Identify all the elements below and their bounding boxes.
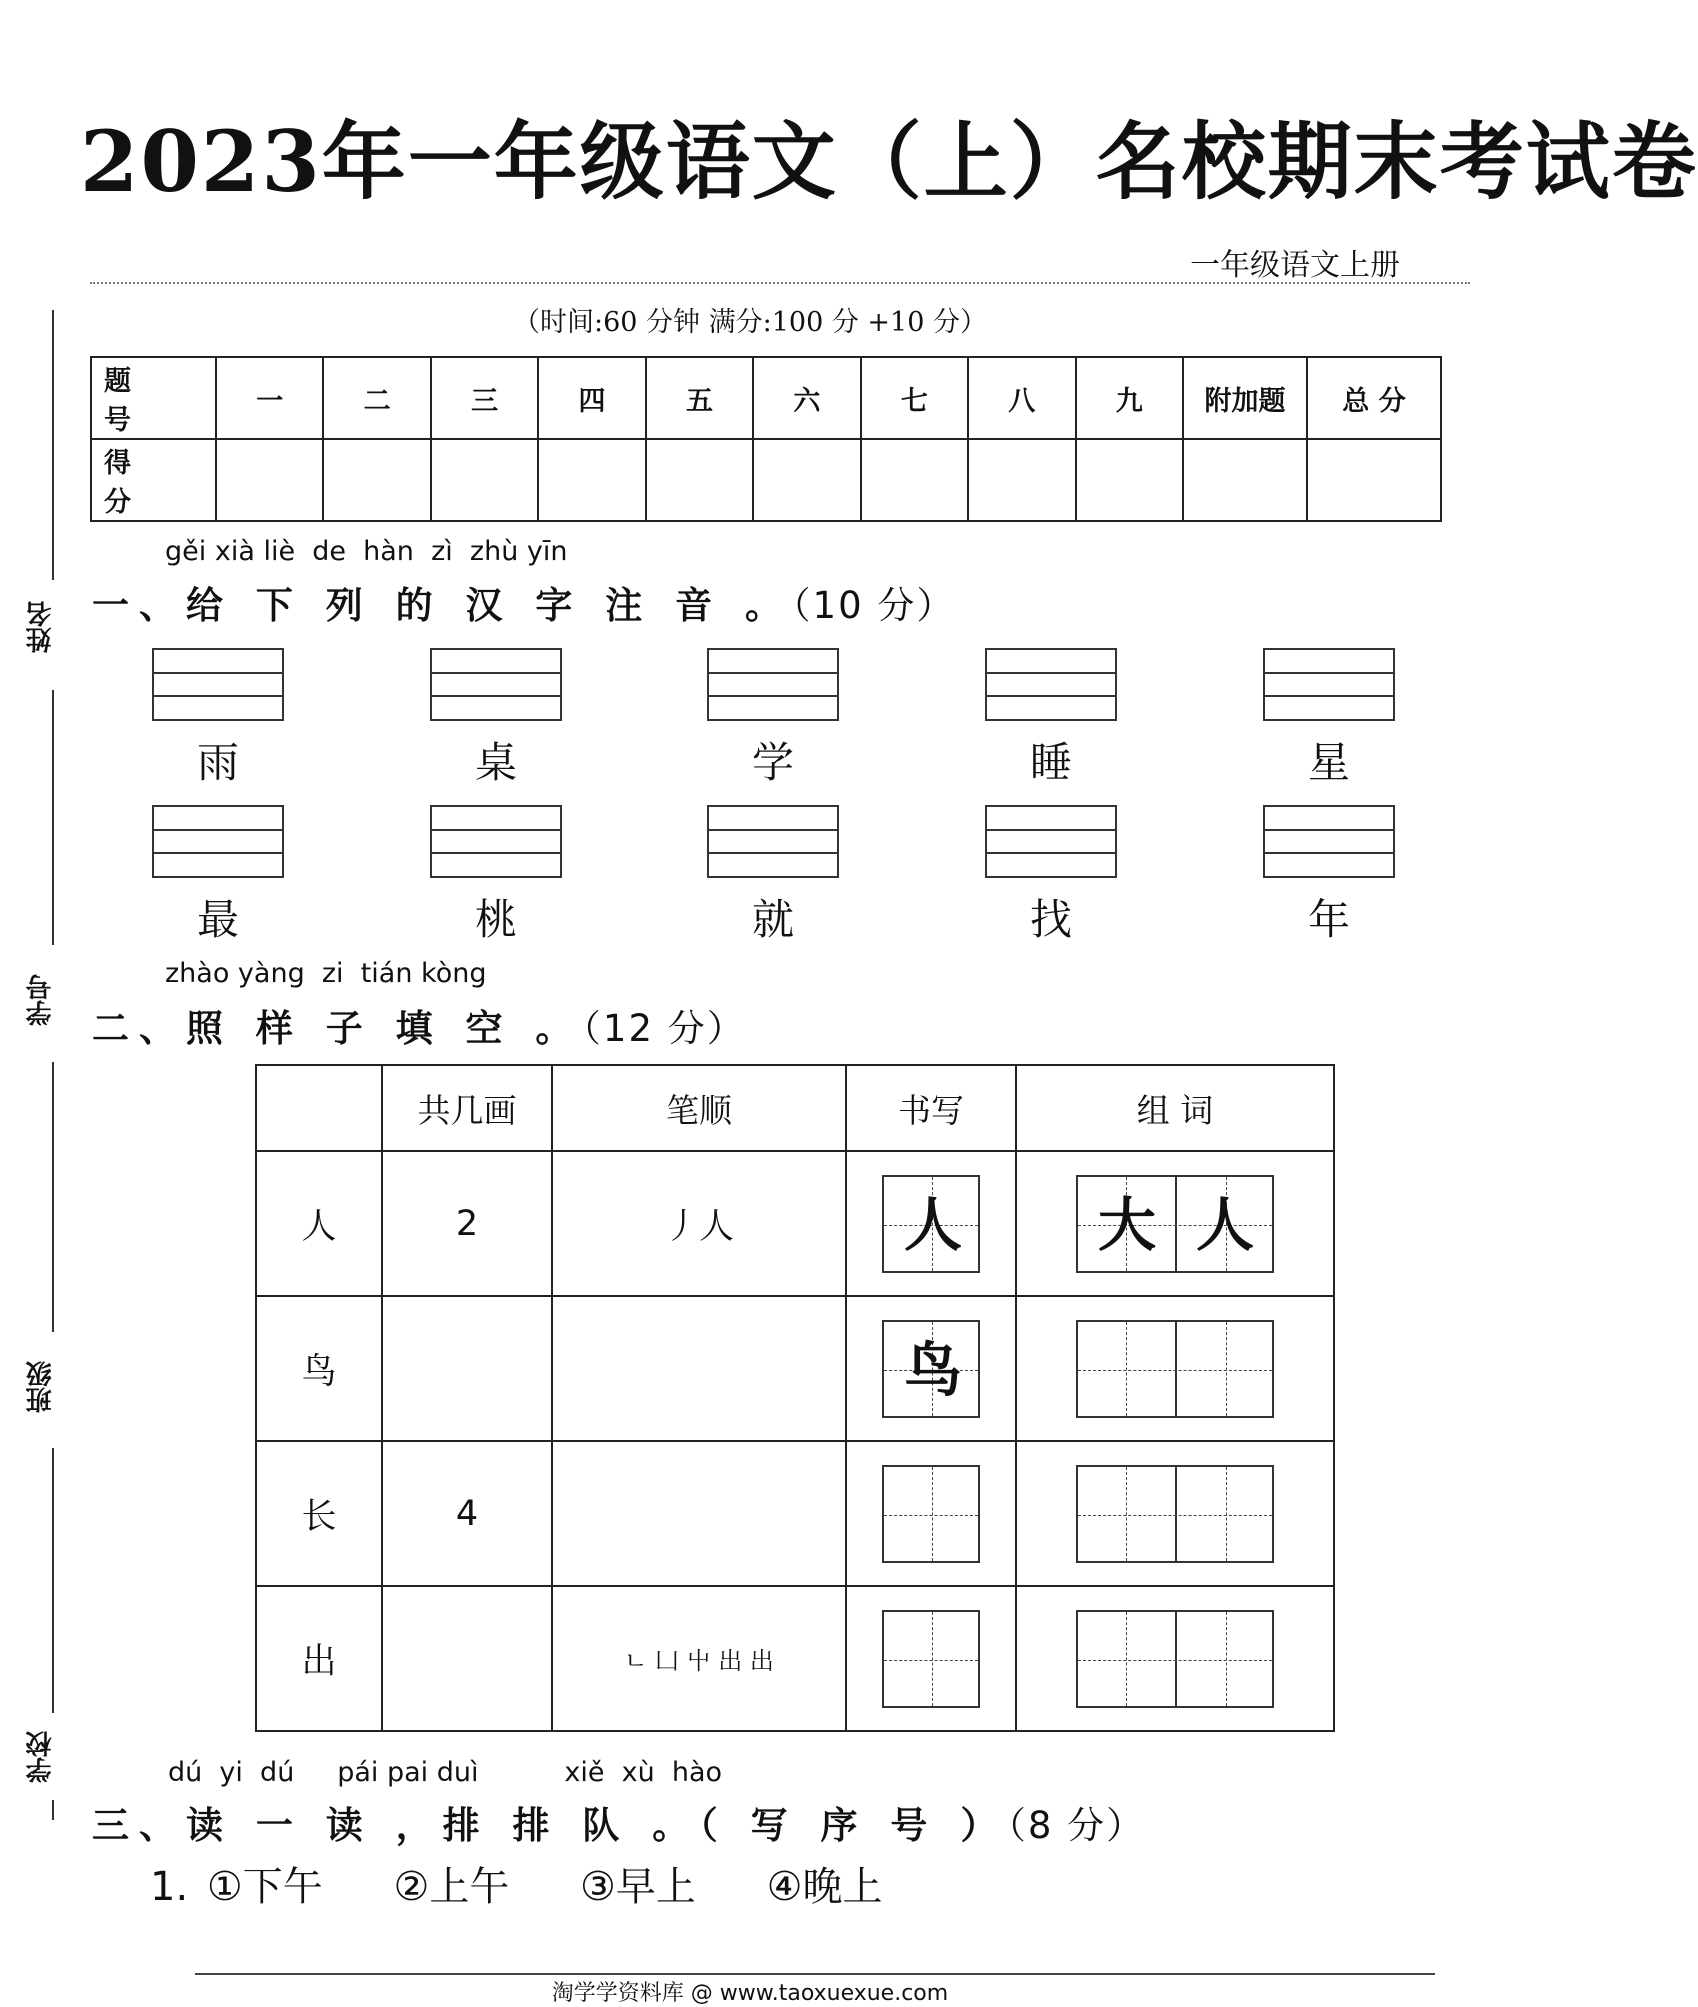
- section3-items: [150, 1855, 940, 1912]
- grade-label: 一年级语文上册: [1190, 248, 1400, 283]
- side-label-student-id: 学号: [26, 974, 56, 1026]
- pinyin-box[interactable]: [1263, 805, 1395, 878]
- pinyin-box[interactable]: [985, 648, 1117, 721]
- score-col: 总 分: [1307, 357, 1441, 439]
- grid-char: 人: [1195, 1190, 1254, 1259]
- row-char: 人: [256, 1151, 382, 1296]
- score-table-header-row: [91, 357, 1441, 439]
- side-label-class: 班级: [26, 1361, 56, 1413]
- row-order[interactable]: ㄴ 凵 屮 出 出: [552, 1586, 846, 1731]
- grid-char: 鸟: [903, 1335, 962, 1404]
- grid-char: 大: [1097, 1190, 1156, 1259]
- row-char: 长: [256, 1441, 382, 1586]
- hanzi-char: 年: [1307, 895, 1350, 944]
- score-col: 六: [753, 357, 860, 439]
- dotted-divider: [90, 282, 1470, 284]
- section3-title: [92, 1795, 1145, 1849]
- row-words[interactable]: [1016, 1586, 1334, 1731]
- list-item: ①下午: [206, 1864, 323, 1910]
- pinyin-box[interactable]: [707, 805, 839, 878]
- footer-watermark: 淘学学资料库 @ www.taoxuexue.com: [551, 1981, 949, 2006]
- score-col: 二: [323, 357, 430, 439]
- header-word: 组 词: [1016, 1065, 1334, 1151]
- hanzi-char: 雨: [196, 738, 239, 787]
- side-line: [52, 1800, 54, 1820]
- hanzi-char: 桃: [474, 895, 517, 944]
- side-line: [52, 310, 54, 580]
- pinyin-box[interactable]: [707, 648, 839, 721]
- score-cell[interactable]: [216, 439, 323, 521]
- pinyin-box[interactable]: [1263, 648, 1395, 721]
- tianzi-grid-double[interactable]: [1076, 1610, 1274, 1708]
- table-row: [256, 1441, 1334, 1586]
- table-row: [256, 1151, 1334, 1296]
- grid-char: 人: [903, 1190, 962, 1259]
- score-cell[interactable]: [646, 439, 753, 521]
- row-strokes[interactable]: 4: [382, 1441, 552, 1586]
- score-col: 五: [646, 357, 753, 439]
- page-title: 2023年一年级语文（上）名校期末考试卷: [80, 112, 1698, 211]
- row-words[interactable]: [1016, 1296, 1334, 1441]
- hanzi-char: 星: [1307, 738, 1350, 787]
- score-col: 一: [216, 357, 323, 439]
- pinyin-box[interactable]: [430, 648, 562, 721]
- section2-pinyin: zhào yàng zi tián kòng: [165, 958, 487, 989]
- list-item: ②上午: [393, 1864, 510, 1910]
- pinyin-box[interactable]: [985, 805, 1117, 878]
- tianzi-grid[interactable]: [882, 1320, 980, 1418]
- hanzi-char: 就: [751, 895, 794, 944]
- tianzi-grid[interactable]: [882, 1465, 980, 1563]
- hanzi-char: 找: [1029, 895, 1072, 944]
- tianzi-grid-double[interactable]: [1076, 1465, 1274, 1563]
- score-table: [90, 356, 1442, 522]
- hanzi-char: 睡: [1029, 738, 1072, 787]
- table-row: [256, 1586, 1334, 1731]
- score-cell[interactable]: [431, 439, 538, 521]
- row-write[interactable]: [846, 1151, 1016, 1296]
- row-char: 鸟: [256, 1296, 382, 1441]
- score-cell[interactable]: [1076, 439, 1184, 521]
- row-write[interactable]: [846, 1296, 1016, 1441]
- score-cell[interactable]: [1183, 439, 1307, 521]
- row-words[interactable]: [1016, 1151, 1334, 1296]
- row-words[interactable]: [1016, 1441, 1334, 1586]
- score-cell[interactable]: [968, 439, 1075, 521]
- pinyin-box[interactable]: [152, 648, 284, 721]
- row-char: 出: [256, 1586, 382, 1731]
- section2-title-text: 二、照 样 子 填 空 。: [92, 1007, 583, 1050]
- score-cell[interactable]: [323, 439, 430, 521]
- score-cell[interactable]: [538, 439, 645, 521]
- score-cell[interactable]: [753, 439, 860, 521]
- pinyin-box[interactable]: [430, 805, 562, 878]
- hanzi-char: 桌: [474, 738, 517, 787]
- stroke-table-header: [256, 1065, 1334, 1151]
- row-strokes[interactable]: [382, 1586, 552, 1731]
- list-item: ④晚上: [766, 1864, 883, 1910]
- score-col: 八: [968, 357, 1075, 439]
- score-col: 三: [431, 357, 538, 439]
- row-write[interactable]: [846, 1441, 1016, 1586]
- score-label: 得 分: [91, 439, 216, 521]
- header-stroke-count: 共几画: [382, 1065, 552, 1151]
- score-cell[interactable]: [1307, 439, 1441, 521]
- row-order[interactable]: 丿人: [552, 1151, 846, 1296]
- header-stroke-order: 笔顺: [552, 1065, 846, 1151]
- score-col: 附加题: [1183, 357, 1307, 439]
- stroke-table: [255, 1064, 1335, 1732]
- hanzi-char: 学: [751, 738, 794, 787]
- tianzi-grid[interactable]: [882, 1175, 980, 1273]
- section1-title: [92, 575, 955, 629]
- header-cell: [256, 1065, 382, 1151]
- table-row: [256, 1296, 1334, 1441]
- side-line: [52, 1448, 54, 1713]
- score-col: 四: [538, 357, 645, 439]
- row-strokes[interactable]: 2: [382, 1151, 552, 1296]
- tianzi-grid-double[interactable]: [1076, 1320, 1274, 1418]
- side-line: [52, 1062, 54, 1332]
- side-label-school: 学校: [26, 1731, 56, 1783]
- question-number-label: 题 号: [91, 357, 216, 439]
- header-writing: 书写: [846, 1065, 1016, 1151]
- row-order[interactable]: [552, 1441, 846, 1586]
- row-strokes[interactable]: [382, 1296, 552, 1441]
- list-item: ③早上: [580, 1864, 696, 1910]
- score-col: 九: [1076, 357, 1184, 439]
- hanzi-char: 最: [196, 895, 239, 944]
- score-table-score-row: [91, 439, 1441, 521]
- side-line: [52, 690, 54, 945]
- item-number: 1.: [150, 1864, 189, 1910]
- section2-score: （12 分）: [582, 1007, 746, 1050]
- row-write[interactable]: [846, 1586, 1016, 1731]
- row-order[interactable]: [552, 1296, 846, 1441]
- section2-title: [92, 998, 746, 1052]
- section3-score: （8 分）: [1007, 1804, 1146, 1847]
- tianzi-grid-double[interactable]: [1076, 1175, 1274, 1273]
- section1-score: （10 分）: [792, 584, 956, 627]
- score-cell[interactable]: [861, 439, 968, 521]
- tianzi-grid[interactable]: [882, 1610, 980, 1708]
- section1-title-text: 一、给 下 列 的 汉 字 注 音 。: [92, 584, 793, 627]
- pinyin-box[interactable]: [152, 805, 284, 878]
- section1-pinyin: gěi xià liè de hàn zì zhù yīn: [165, 536, 568, 567]
- section3-pinyin: dú yi dú pái pai duì xiě xù hào: [168, 1757, 723, 1788]
- section3-title-text: 三、读 一 读 ，排 排 队 。（ 写 序 号 ）: [92, 1804, 1008, 1847]
- score-col: 七: [861, 357, 968, 439]
- time-info: （时间:60 分钟 满分:100 分 +10 分）: [513, 307, 987, 338]
- side-label-name: 姓名: [26, 601, 56, 653]
- footer-divider: [195, 1973, 1435, 1975]
